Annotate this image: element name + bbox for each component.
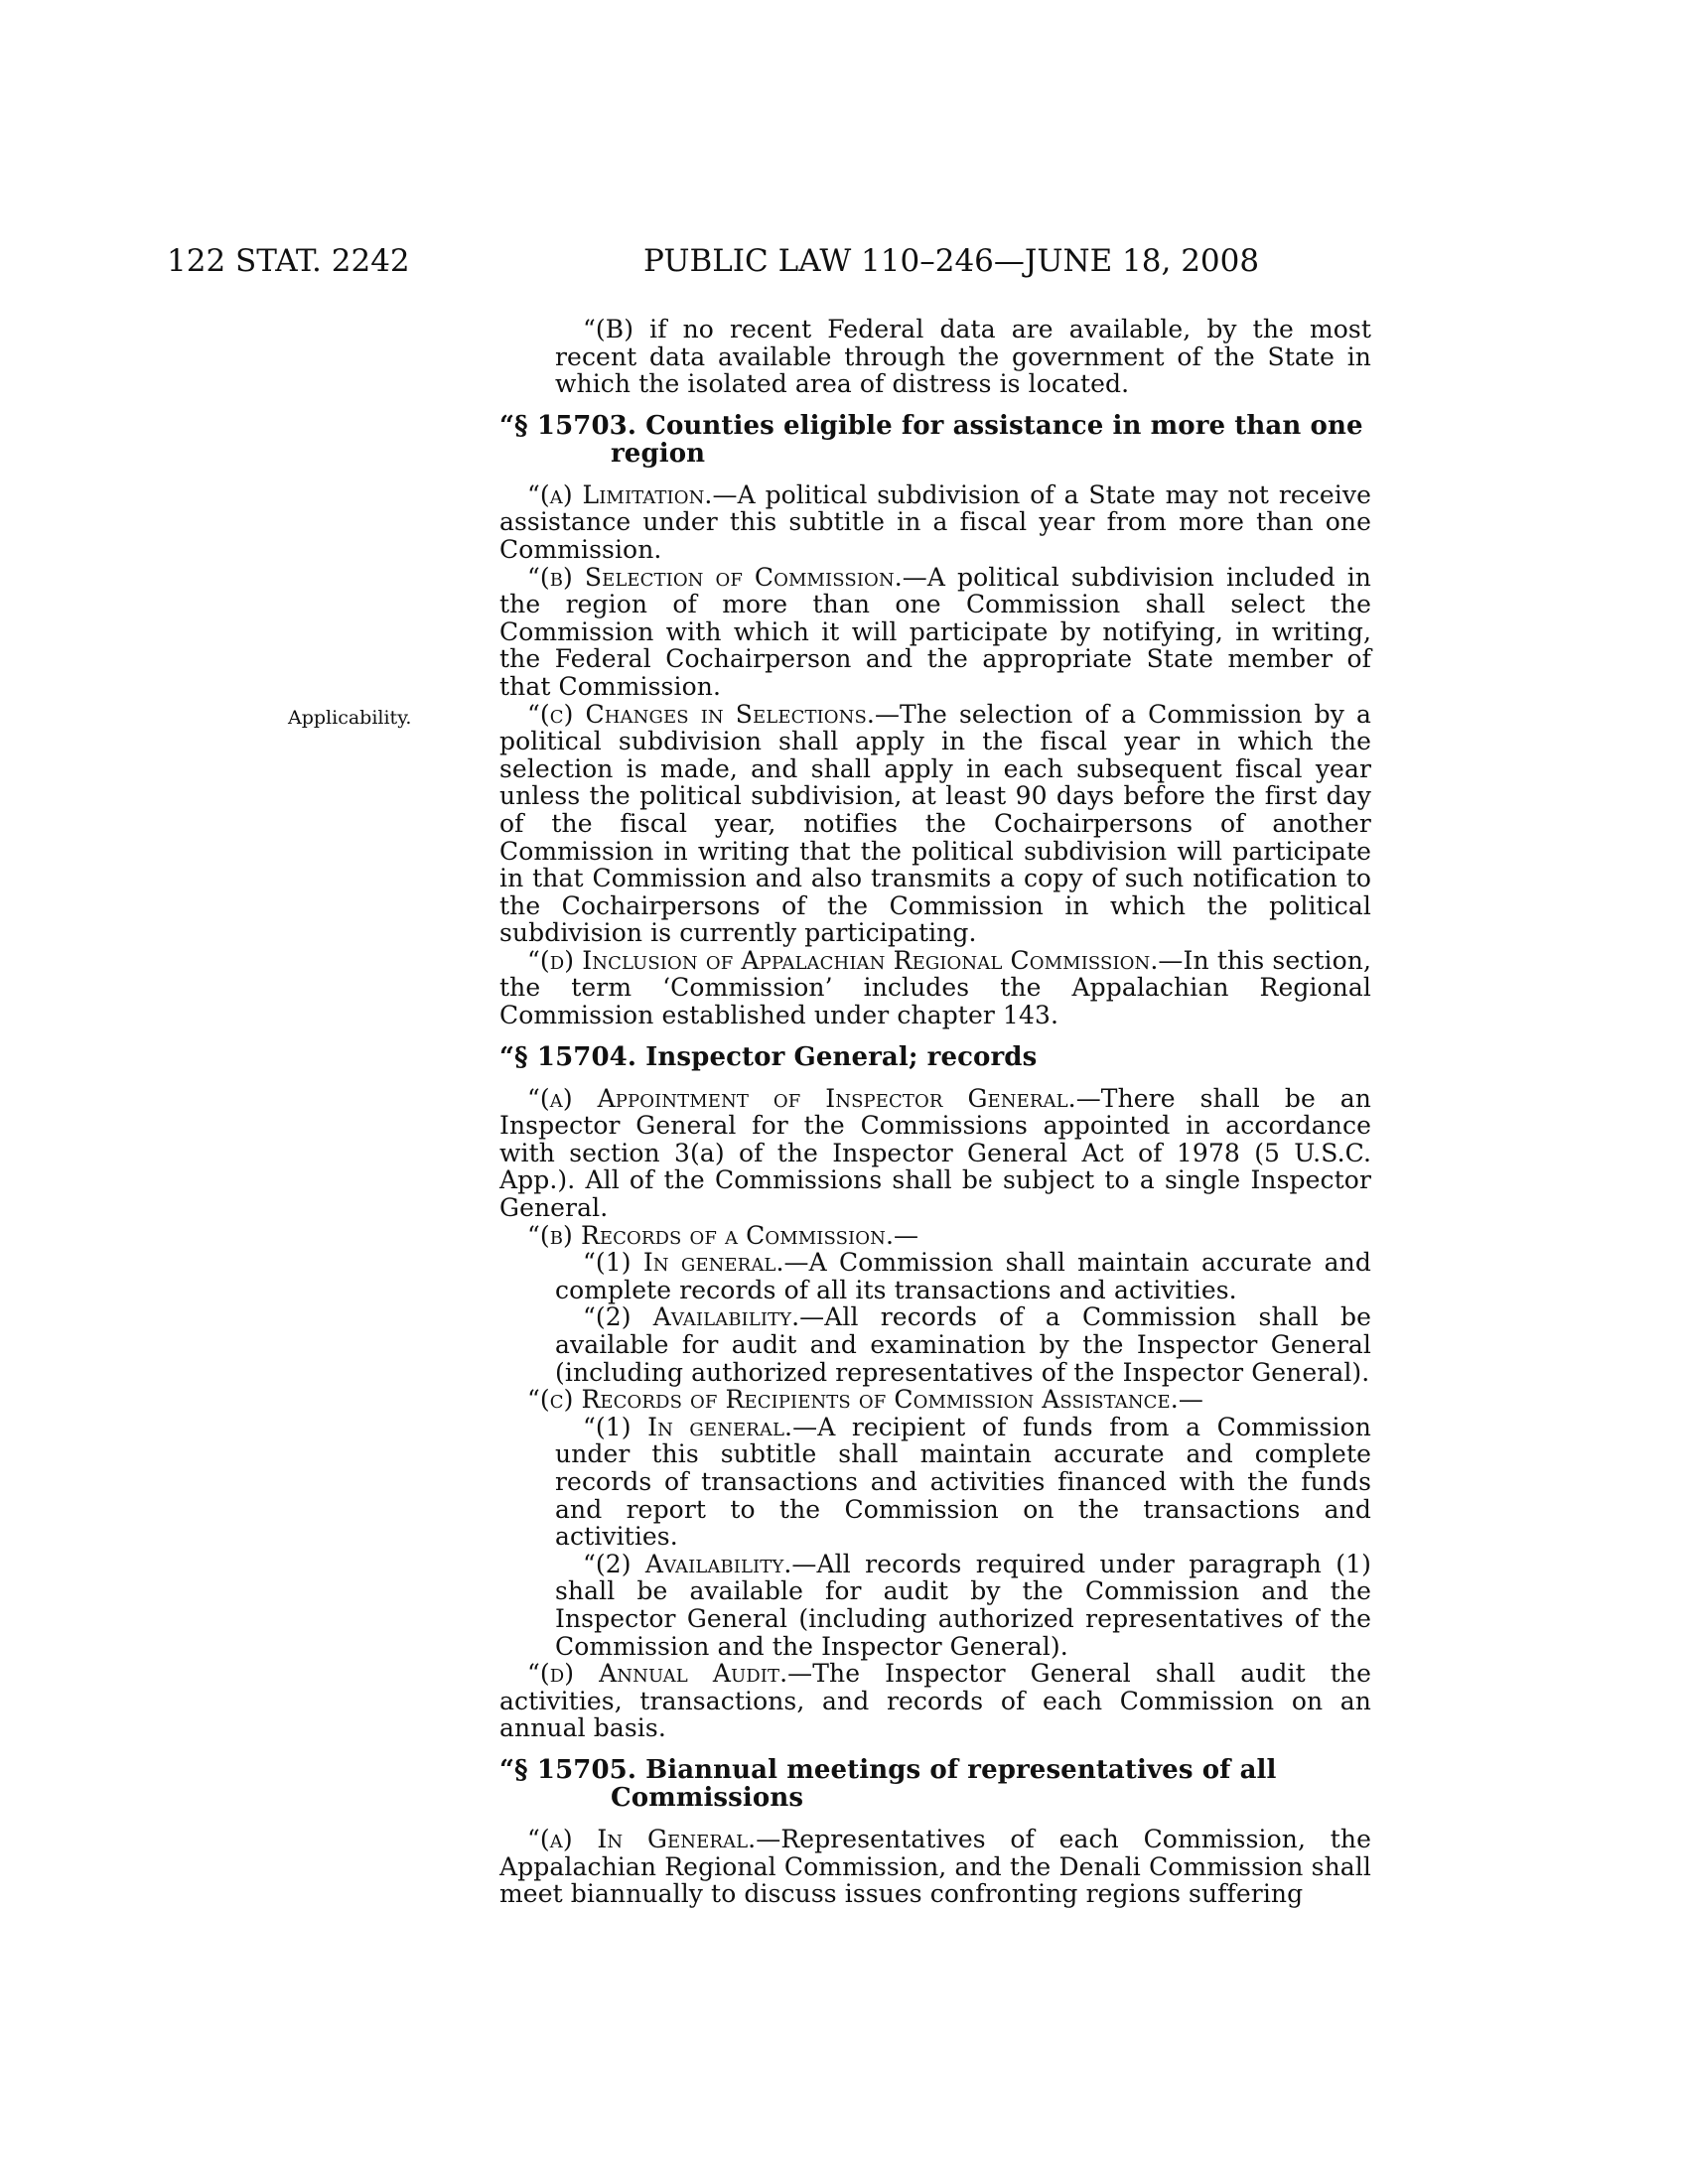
subsection-text: —In this section, the term ‘Commission’ includes the Appalachian Regional Commission established under chapter 143. bbox=[499, 945, 1371, 1030]
stat-reference: 122 STAT. 2242 bbox=[167, 243, 410, 279]
section-15704-c bbox=[499, 1386, 1371, 1414]
paragraph-b-continuation: “(B) if no recent Federal data are available, by the most recent data available through the government of the State in which the isolated area of distress is located. bbox=[555, 315, 1371, 399]
section-15704-c-1 bbox=[555, 1414, 1371, 1551]
section-15704-b bbox=[499, 1222, 1371, 1250]
subsection-label: “(d) Annual Audit. bbox=[527, 1659, 788, 1689]
subsection-text: —There shall be an Inspector General for the Commissions appointed in accordance with section 3(a) of the Inspector General Act of 1978 (5 U.S.C. App.). All of the Commissions shall be subject to a single Inspector General. bbox=[499, 1083, 1371, 1223]
public-law-header: PUBLIC LAW 110–246—JUNE 18, 2008 bbox=[643, 243, 1260, 279]
section-15704-b-1 bbox=[555, 1249, 1371, 1303]
section-15703-d bbox=[499, 947, 1371, 1029]
subsection-label: “(c) Changes in Selections. bbox=[527, 699, 875, 729]
margin-note-applicability: Applicability. bbox=[288, 707, 412, 729]
subsection-text: —A political subdivision included in the region of more than one Commission shall select the Commission with which it will participate by notifying, in writing, the Federal Cochairperson and the appropriate State member of that Commission. bbox=[499, 562, 1371, 701]
subsection-label: “(a) In General. bbox=[527, 1824, 757, 1853]
subsection-text: —Representatives of each Commission, the Appalachian Regional Commission, and the Denali Commission shall meet biannually to discuss issues confronting regions suffering bbox=[499, 1824, 1371, 1909]
section-15704-heading: “§ 15704. Inspector General; records bbox=[499, 1041, 1038, 1072]
paragraph-text: —All records required under paragraph (1) shall be available for audit by the Commission and the Inspector General (including authorized representatives of the Commission and the Inspector General). bbox=[555, 1549, 1371, 1661]
subsection-text: —A political subdivision of a State may not receive assistance under this subtitle in a fiscal year from more than one Commission. bbox=[499, 479, 1371, 564]
subsection-label: “(d) Inclusion of Appalachian Regional Commission. bbox=[527, 945, 1159, 975]
paragraph-label: “(2) Availability. bbox=[583, 1549, 792, 1578]
subsection-text: — bbox=[894, 1220, 919, 1250]
section-15704-b-2 bbox=[555, 1303, 1371, 1386]
subsection-text: — bbox=[1178, 1385, 1203, 1415]
paragraph-text: —All records of a Commission shall be available for audit and examination by the Inspector General (including authorized representatives of the Inspector General). bbox=[555, 1302, 1371, 1387]
paragraph-text: —A recipient of funds from a Commission under this subtitle shall maintain accurate and complete records of transactions and activities financed with the funds and report to the Commission on the transactions and activities. bbox=[555, 1412, 1371, 1552]
subsection-label: “(b) Records of a Commission. bbox=[527, 1220, 895, 1250]
section-15703-c bbox=[499, 701, 1371, 947]
paragraph-label: “(1) In general. bbox=[583, 1248, 784, 1278]
section-15704-c-2 bbox=[555, 1551, 1371, 1660]
paragraph-label: “(1) In general. bbox=[583, 1412, 793, 1441]
subsection-label: “(b) Selection of Commission. bbox=[527, 562, 903, 592]
subsection-label: “(a) Appointment of Inspector General. bbox=[527, 1083, 1076, 1113]
section-15705-heading: “§ 15705. Biannual meetings of representatives of all Commissions bbox=[499, 1754, 1277, 1813]
paragraph-text: —A Commission shall maintain accurate and complete records of all its transactions and activities. bbox=[555, 1248, 1371, 1304]
subsection-label: “(c) Records of Recipients of Commission Assistance. bbox=[527, 1385, 1179, 1415]
subsection-label: “(a) Limitation. bbox=[527, 479, 713, 509]
section-15705-a bbox=[499, 1826, 1371, 1908]
section-15704-d bbox=[499, 1660, 1371, 1742]
section-15703-a bbox=[499, 481, 1371, 564]
subsection-text: —The Inspector General shall audit the activities, transactions, and records of each Commission on an annual basis. bbox=[499, 1659, 1371, 1743]
paragraph-label: “(2) Availability. bbox=[583, 1302, 800, 1332]
section-15703-heading: “§ 15703. Counties eligible for assistance in more than one region bbox=[499, 410, 1363, 469]
statute-body bbox=[499, 316, 1371, 1908]
section-15703-b bbox=[499, 564, 1371, 701]
subsection-text: —The selection of a Commission by a political subdivision shall apply in the fiscal year in which the selection is made, and shall apply in each subsequent fiscal year unless the political subdivision, at least 90 days before the first day of the fiscal year, notifies the Cochairpersons of another Commission in writing that the political subdivision will participate in that Commission and also transmits a copy of such notification to the Cochairpersons of the Commission in which the political subdivision is currently participating. bbox=[499, 699, 1372, 948]
section-15704-a bbox=[499, 1085, 1371, 1222]
